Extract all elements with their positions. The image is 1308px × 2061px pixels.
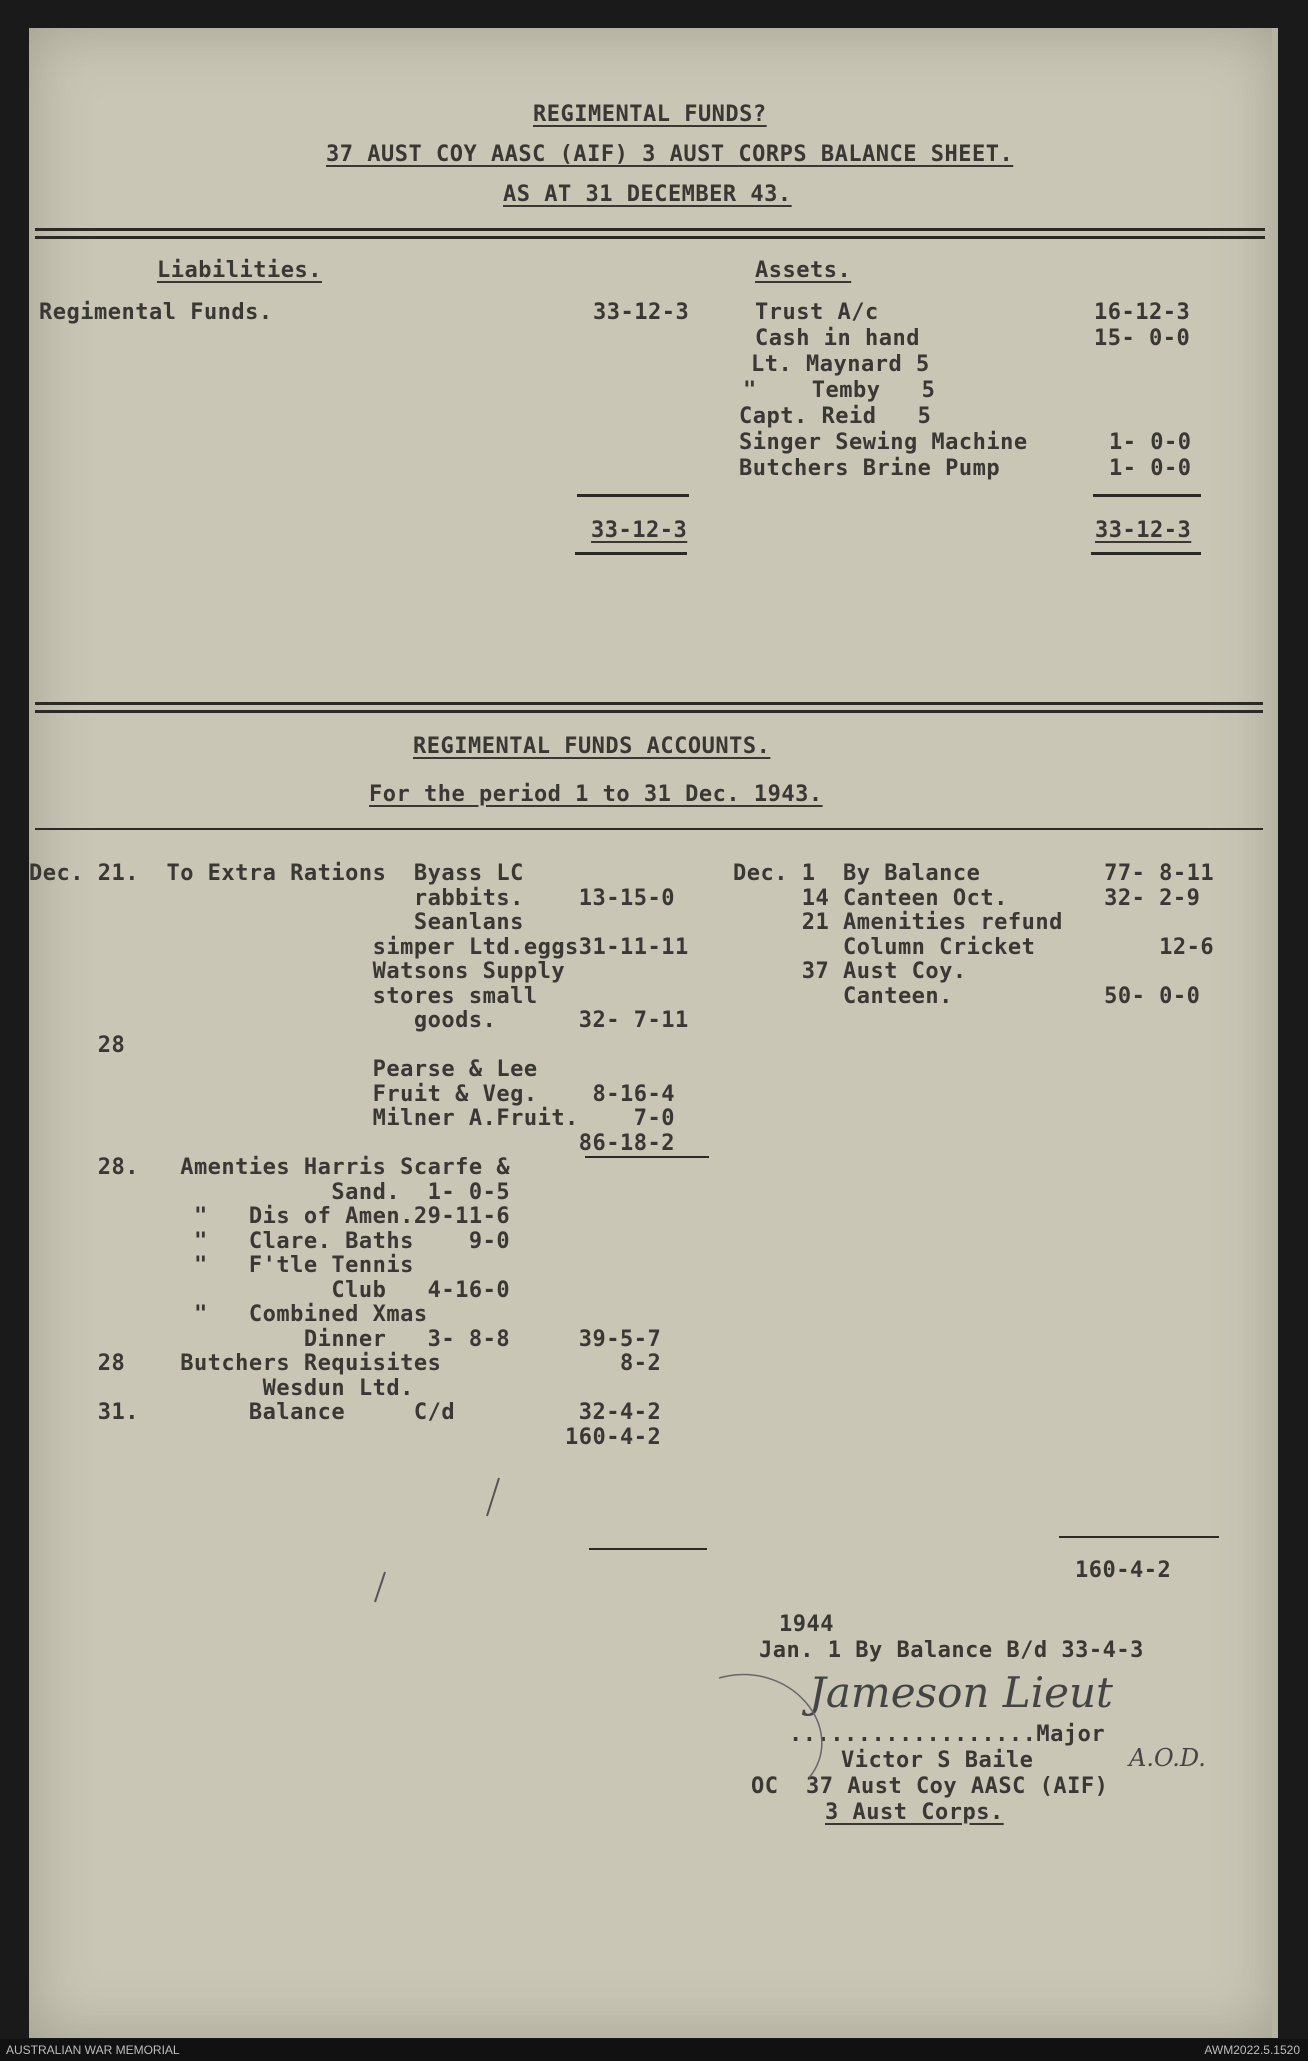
asset-amount: 1- 0-0 <box>1109 456 1192 481</box>
carry-line: Jan. 1 By Balance B/d 33-4-3 <box>759 1638 1144 1663</box>
asset-label: Trust A/c <box>755 300 879 325</box>
signatory-corps: 3 Aust Corps. <box>825 1800 1004 1825</box>
debit-line: Club 4-16-0 <box>29 1277 511 1303</box>
debit-line: Wesdun Ltd. <box>29 1375 414 1401</box>
debit-line: Sand. 1- 0-5 <box>29 1179 511 1205</box>
debit-line: Seanlans <box>29 910 524 935</box>
debit-line: 160-4-2 <box>29 1424 662 1450</box>
footer-left: AUSTRALIAN WAR MEMORIAL <box>6 2043 180 2057</box>
asset-label: Butchers Brine Pump <box>739 456 1001 481</box>
asset-label: Cash in hand <box>755 326 920 351</box>
signature-dots: ..................Major <box>789 1722 1106 1747</box>
debit-line: Pearse & Lee <box>29 1057 538 1082</box>
debit-line: 28 <box>29 1032 126 1058</box>
liability-label: Regimental Funds. <box>39 300 273 325</box>
credit-line: Dec. 1 By Balance 77- 8-11 <box>733 861 1215 886</box>
pencil-tick-mark <box>487 1478 499 1516</box>
debit-line: " Dis of Amen.29-11-6 <box>29 1204 511 1229</box>
debit-line: " F'tle Tennis <box>29 1253 414 1278</box>
liabilities-total: 33-12-3 <box>591 518 688 543</box>
debit-line: 31. Balance C/d 32-4-2 <box>29 1400 662 1425</box>
credit-total: 160-4-2 <box>1075 1558 1172 1583</box>
pencil-marks <box>29 28 1278 2038</box>
document-title: REGIMENTAL FUNDS? <box>533 102 767 127</box>
debit-line: 28. Amenties Harris Scarfe & <box>29 1155 511 1180</box>
asset-amount: 15- 0-0 <box>1094 326 1191 351</box>
archive-footer <box>0 2039 1308 2061</box>
assets-total: 33-12-3 <box>1095 518 1192 543</box>
accounts-title: REGIMENTAL FUNDS ACCOUNTS. <box>413 734 771 759</box>
document-subtitle: 37 AUST COY AASC (AIF) 3 AUST CORPS BALANCE SHEET. <box>326 142 1014 167</box>
footer-right: AWM2022.5.1520 <box>1204 2043 1300 2057</box>
handwritten-signature: Jameson Lieut <box>809 1668 1113 1717</box>
signatory-unit: OC 37 Aust Coy AASC (AIF) <box>751 1774 1109 1799</box>
asset-label: Singer Sewing Machine <box>739 430 1028 455</box>
debit-line: 28 Butchers Requisites 8-2 <box>29 1351 662 1376</box>
asset-amount: 1- 0-0 <box>1109 430 1192 455</box>
debit-line: 86-18-2 <box>29 1130 676 1156</box>
debit-line: goods. 32- 7-11 <box>29 1008 689 1033</box>
carry-year: 1944 <box>779 1612 834 1637</box>
liability-amount: 33-12-3 <box>593 300 690 325</box>
document-page <box>29 28 1278 2038</box>
handwritten-initials: A.O.D. <box>1129 1744 1206 1772</box>
debit-line: Fruit & Veg. 8-16-4 <box>29 1081 676 1107</box>
credit-line: 21 Amenities refund <box>733 910 1063 935</box>
asset-label: Capt. Reid 5 <box>739 404 932 429</box>
debit-line: Dinner 3- 8-8 39-5-7 <box>29 1326 662 1352</box>
pencil-stroke <box>375 1572 385 1602</box>
document-date-line: AS AT 31 DECEMBER 43. <box>503 182 792 207</box>
asset-label: " Temby 5 <box>743 378 936 403</box>
signature-flourish <box>719 1674 822 1778</box>
credit-line: 37 Aust Coy. <box>733 959 967 984</box>
asset-label: Lt. Maynard 5 <box>751 352 930 377</box>
asset-amount: 16-12-3 <box>1094 300 1191 325</box>
debit-line: Milner A.Fruit. 7-0 <box>29 1106 676 1131</box>
debit-line: rabbits. 13-15-0 <box>29 885 676 911</box>
accounts-period: For the period 1 to 31 Dec. 1943. <box>369 782 823 807</box>
debit-line: simper Ltd.eggs31-11-11 <box>29 934 689 960</box>
debit-line: " Clare. Baths 9-0 <box>29 1228 511 1254</box>
debit-line: Watsons Supply <box>29 959 566 984</box>
debit-line: stores small <box>29 983 538 1009</box>
liabilities-heading: Liabilities. <box>157 258 322 283</box>
assets-heading: Assets. <box>755 258 852 283</box>
credit-line: 14 Canteen Oct. 32- 2-9 <box>733 885 1201 911</box>
debit-line: Dec. 21. To Extra Rations Byass LC <box>29 861 524 886</box>
signatory-name: Victor S Baile <box>841 1748 1034 1773</box>
credit-line: Canteen. 50- 0-0 <box>733 983 1201 1009</box>
credit-line: Column Cricket 12-6 <box>733 934 1215 960</box>
debit-line: " Combined Xmas <box>29 1302 428 1327</box>
